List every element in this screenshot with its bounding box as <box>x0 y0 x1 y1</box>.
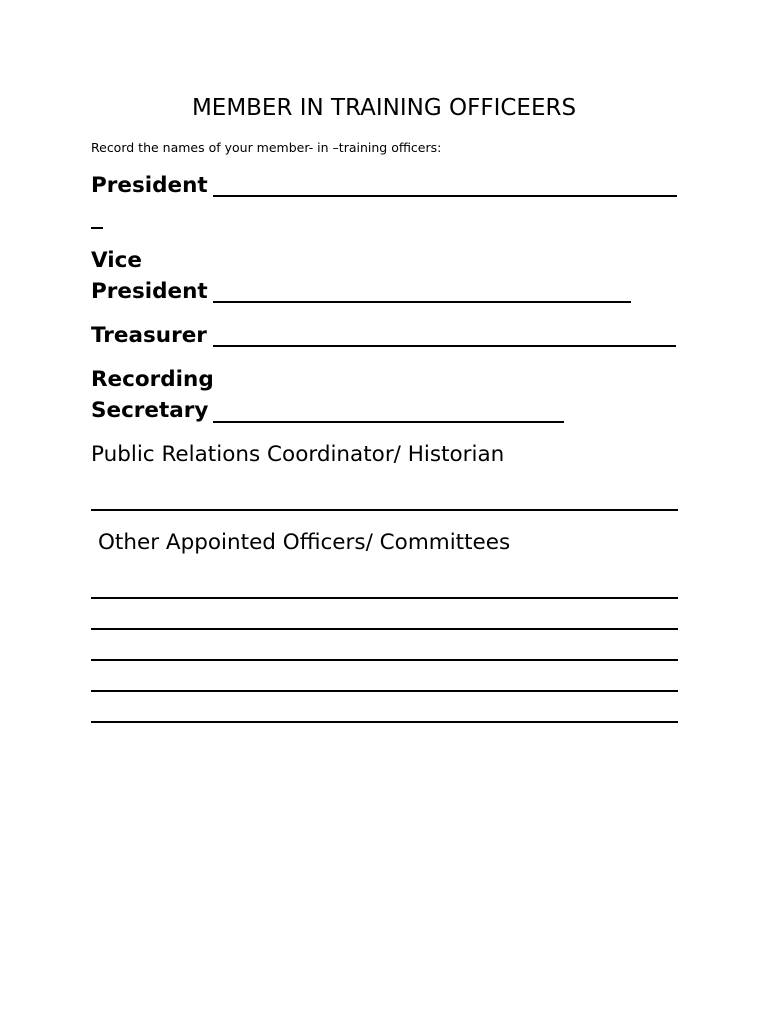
other-officers-line[interactable] <box>91 628 678 630</box>
instructions-text: Record the names of your member- in –training officers: <box>91 140 442 155</box>
vice-president-label-line2: President <box>91 279 208 304</box>
other-officers-line[interactable] <box>91 659 678 661</box>
treasurer-label: Treasurer <box>91 323 207 348</box>
other-officers-label: Other Appointed Officers/ Committees <box>98 530 511 555</box>
other-officers-line[interactable] <box>91 690 678 692</box>
page-title: MEMBER IN TRAINING OFFICEERS <box>191 95 577 121</box>
vice-president-line[interactable] <box>213 301 631 303</box>
recording-secretary-label-line2: Secretary <box>91 398 209 423</box>
public-relations-label: Public Relations Coordinator/ Historian <box>91 442 505 467</box>
other-officers-line[interactable] <box>91 597 678 599</box>
recording-secretary-label-line1: Recording <box>91 367 214 392</box>
president-line-continuation <box>91 227 103 229</box>
president-label: President <box>91 173 208 198</box>
public-relations-line[interactable] <box>91 509 678 511</box>
other-officers-line[interactable] <box>91 721 678 723</box>
president-line[interactable] <box>213 195 677 197</box>
recording-secretary-line[interactable] <box>213 421 564 423</box>
treasurer-line[interactable] <box>213 345 676 347</box>
vice-president-label-line1: Vice <box>91 248 142 273</box>
